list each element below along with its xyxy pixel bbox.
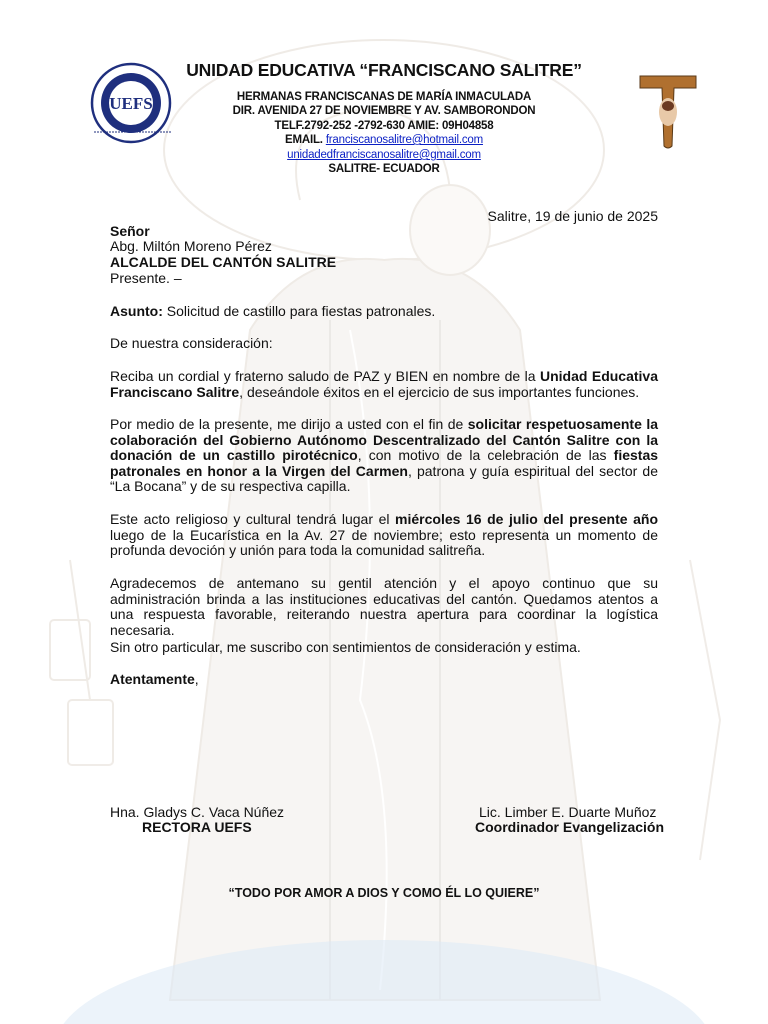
paragraph-2: Por medio de la presente, me dirijo a usted con el fin de solicitar respetuosamente la colaboración del Gobierno Autónomo Descentralizado del Cantón Salitre con la donación de un castillo pirotécnico, con motivo de la celebración de las fiestas patronales en honor a la Virgen del Carmen, patrona y guía espiritual del sector de “La Bocana” y de su respectiva capilla.: [110, 416, 659, 494]
header-address: DIR. AVENIDA 27 DE NOVIEMBRE Y AV. SAMBORONDON: [232, 105, 536, 117]
recipient-title: ALCALDE DEL CANTÓN SALITRE: [110, 254, 337, 270]
recipient-name: Abg. Miltón Moreno Pérez: [110, 238, 272, 254]
tau-cross-icon: [638, 72, 698, 150]
paragraph-5: Sin otro particular, me suscribo con sentimientos de consideración y estima.: [110, 639, 581, 655]
school-title: UNIDAD EDUCATIVA “FRANCISCANO SALITRE”: [186, 60, 582, 80]
paragraph-3: Este acto religioso y cultural tendrá lugar el miércoles 16 de julio del presente año luego de la Eucarística en la Av. 27 de noviembre; esto representa un momento de profunda devoción y unión para toda la comunidad salitreña.: [110, 511, 658, 558]
paragraph-4: Agradecemos de antemano su gentil atención y el apoyo continuo que su administración brinda a las instituciones educativas del cantón. Quedamos atentos a una respuesta favorable, reiterando nuestra apertura para coordinar la logística necesaria.: [110, 575, 658, 638]
greeting: De nuestra consideración:: [110, 335, 273, 351]
paragraph-1: Reciba un cordial y fraterno saludo de PAZ y BIEN en nombre de la Unidad Educativa Franciscano Salitre, deseándole éxitos en el ejercicio de sus importantes funciones.: [110, 368, 659, 400]
signature-right-name: Lic. Limber E. Duarte Muñoz: [479, 804, 657, 820]
header-city: SALITRE- ECUADOR: [328, 163, 440, 175]
salutation: Señor: [110, 223, 150, 239]
closing: Atentamente,: [110, 671, 199, 687]
header-phone: TELF.2792-252 -2792-630 AMIE: 09H04858: [274, 120, 494, 132]
signature-left-name: Hna. Gladys C. Vaca Núñez: [110, 804, 285, 820]
signature-right-role: Coordinador Evangelización: [475, 819, 665, 835]
email-link-gmail[interactable]: unidadedfranciscanosalitre@gmail.com: [287, 149, 481, 161]
svg-text:UEFS: UEFS: [109, 94, 153, 113]
subject: Asunto: Solicitud de castillo para fiestas patronales.: [110, 303, 436, 319]
email-label: EMAIL.: [285, 134, 323, 146]
header-email-row: [150, 133, 618, 147]
presente: Presente. –: [110, 270, 182, 286]
signature-left-role: RECTORA UEFS: [142, 819, 252, 835]
letter-date: Salitre, 19 de junio de 2025: [487, 208, 658, 224]
header-congregation: HERMANAS FRANCISCANAS DE MARÍA INMACULADA: [236, 91, 532, 103]
email-link-hotmail[interactable]: franciscanosalitre@hotmail.com: [325, 134, 483, 146]
motto: “TODO POR AMOR A DIOS Y COMO ÉL LO QUIERE”: [228, 886, 540, 900]
header-email2-row: [150, 148, 618, 162]
